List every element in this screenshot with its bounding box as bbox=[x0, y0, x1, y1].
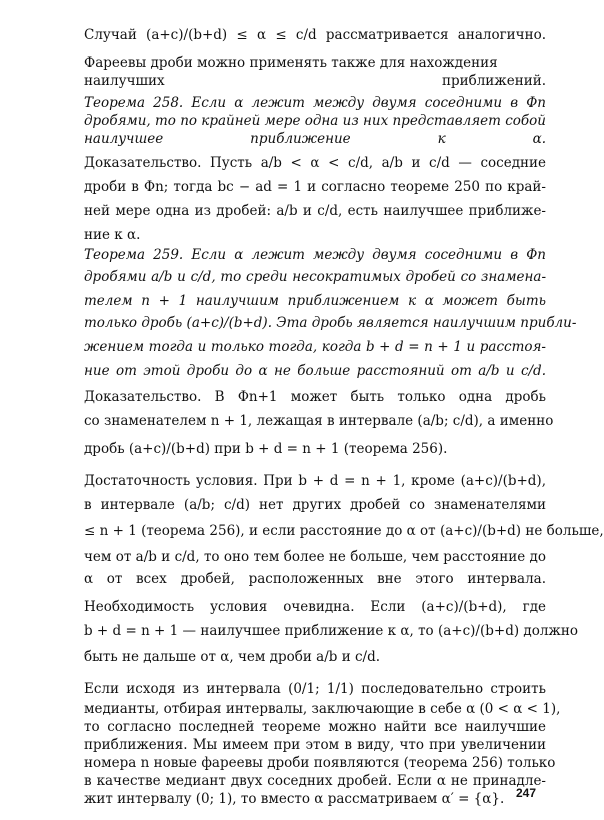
text-line: быть не дальше от α, чем дроби a/b и c/d. bbox=[84, 649, 381, 665]
text-line: Доказательство. В Φn+1 может быть только одна дробь bbox=[84, 389, 546, 405]
text-line: ние от этой дроби до α не больше расстояний от a/b и c/d. bbox=[84, 363, 546, 379]
text-line: только дробь (a+c)/(b+d). Эта дробь является наилучшим прибли- bbox=[84, 315, 577, 331]
text-line: Теорема 258. Если α лежит между двумя соседними в Φn bbox=[84, 95, 546, 111]
text-line: наилучших приближений. bbox=[84, 73, 546, 89]
text-line: Доказательство. Пусть a/b < α < c/d, a/b и c/d — соседние bbox=[84, 155, 546, 171]
text-line: b + d = n + 1 — наилучшее приближение к α, то (a+c)/(b+d) должно bbox=[84, 623, 578, 639]
text-line: жением тогда и только тогда, когда b + d = n + 1 и расстоя- bbox=[84, 339, 546, 355]
text-line: телем n + 1 наилучшим приближением к α может быть bbox=[84, 293, 546, 309]
page-number: 247 bbox=[516, 786, 537, 800]
text-line: дробями a/b и c/d, то среди несократимых дробей со знамена- bbox=[84, 269, 546, 285]
text-line: в качестве медиант двух соседних дробей. Если α не принадле- bbox=[84, 773, 546, 789]
text-line: дроби в Φn; тогда bc − ad = 1 и согласно теореме 250 по край- bbox=[84, 179, 546, 195]
text-line: α от всех дробей, расположенных вне этого интервала. bbox=[84, 571, 546, 587]
text-line: Фареевы дроби можно применять также для нахождения bbox=[84, 55, 498, 71]
text-line: в интервале (a/b; c/d) нет других дробей со знаменателями bbox=[84, 497, 546, 513]
text-line: Теорема 259. Если α лежит между двумя соседними в Φn bbox=[84, 247, 546, 263]
text-line: ней мере одна из дробей: a/b и c/d, есть наилучшее приближе- bbox=[84, 203, 546, 219]
text-line: ние к α. bbox=[84, 227, 141, 243]
text-line: медианты, отбирая интервалы, заключающие в себе α (0 < α < 1), bbox=[84, 701, 561, 717]
text-line: приближения. Мы имеем при этом в виду, что при увеличении bbox=[84, 737, 546, 753]
text-line: наилучшее приближение к α. bbox=[84, 131, 546, 147]
text-line: дробями, то по крайней мере одна из них представляет собой bbox=[84, 113, 546, 129]
text-line: чем от a/b и c/d, то оно тем более не больше, чем расстояние до bbox=[84, 549, 546, 565]
text-line: Случай (a+c)/(b+d) ≤ α ≤ c/d рассматривается аналогично. bbox=[84, 27, 546, 43]
text-line: ≤ n + 1 (теорема 256), и если расстояние до α от (a+c)/(b+d) не больше, bbox=[84, 523, 604, 539]
text-line: Если исходя из интервала (0/1; 1/1) последовательно строить bbox=[84, 681, 546, 697]
text-line: Достаточность условия. При b + d = n + 1, кроме (a+c)/(b+d), bbox=[84, 473, 546, 489]
text-line: номера n новые фареевы дроби появляются (теорема 256) только bbox=[84, 755, 556, 771]
text-line: дробь (a+c)/(b+d) при b + d = n + 1 (теорема 256). bbox=[84, 441, 448, 457]
text-line: Необходимость условия очевидна. Если (a+c)/(b+d), где bbox=[84, 599, 546, 615]
text-line: со знаменателем n + 1, лежащая в интервале (a/b; c/d), а именно bbox=[84, 413, 554, 429]
text-line: жит интервалу (0; 1), то вместо α рассматриваем α′ = {α}. bbox=[84, 791, 505, 807]
text-line: то согласно последней теореме можно найти все наилучшие bbox=[84, 719, 546, 735]
